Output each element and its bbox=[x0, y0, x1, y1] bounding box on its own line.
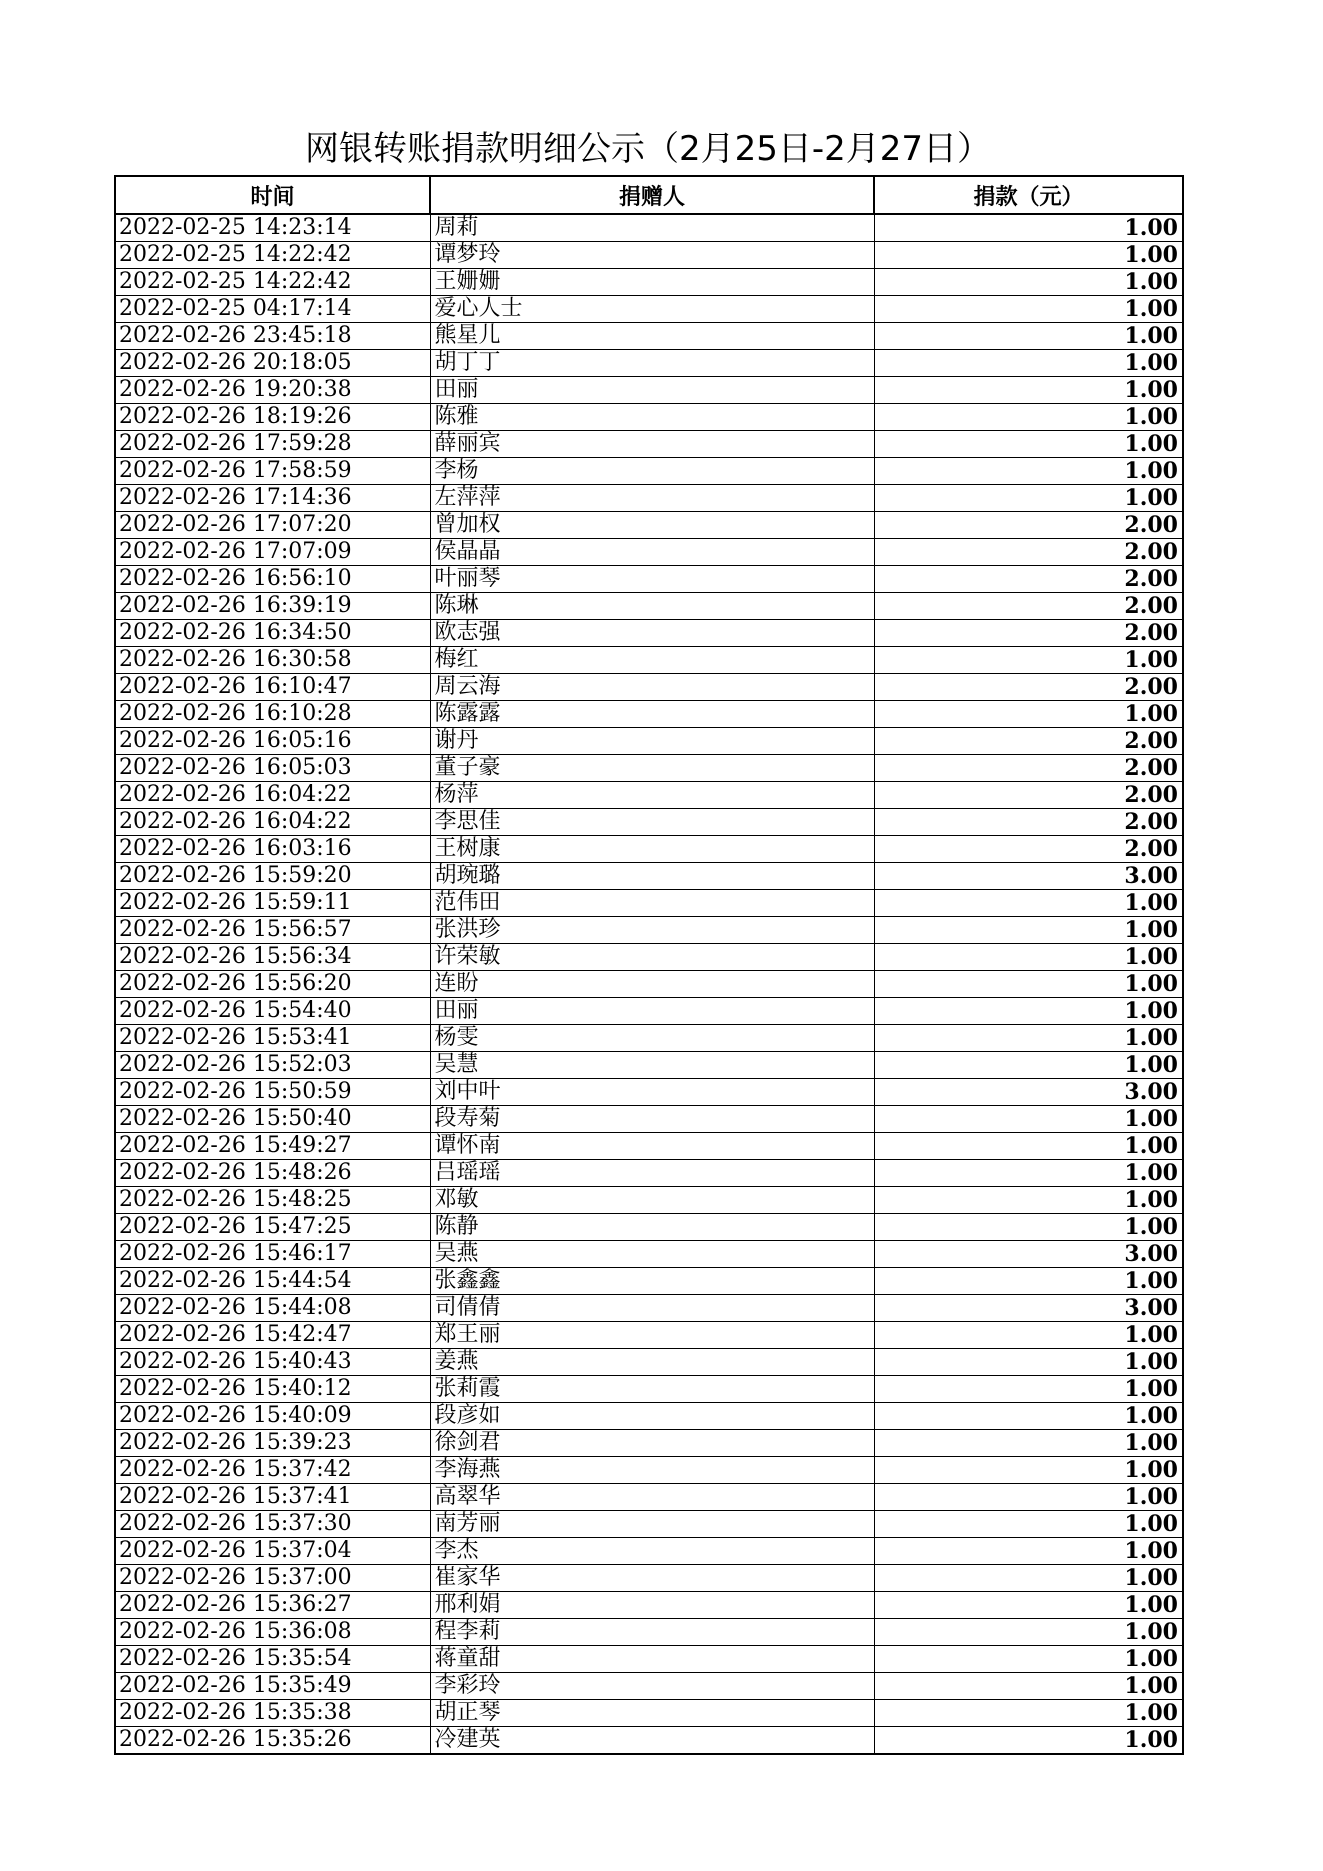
cell-time: 2022-02-26 15:35:38 bbox=[115, 1700, 430, 1727]
table-row bbox=[115, 512, 1183, 539]
cell-time: 2022-02-26 17:14:36 bbox=[115, 485, 430, 512]
table-row bbox=[115, 350, 1183, 377]
cell-donor: 崔家华 bbox=[430, 1565, 874, 1592]
cell-time: 2022-02-26 15:40:12 bbox=[115, 1376, 430, 1403]
cell-amount: 2.00 bbox=[874, 674, 1183, 701]
table-row bbox=[115, 1403, 1183, 1430]
cell-donor: 刘中叶 bbox=[430, 1079, 874, 1106]
cell-donor: 张洪珍 bbox=[430, 917, 874, 944]
cell-donor: 谢丹 bbox=[430, 728, 874, 755]
cell-amount: 1.00 bbox=[874, 1322, 1183, 1349]
cell-amount: 2.00 bbox=[874, 836, 1183, 863]
cell-time: 2022-02-26 15:44:54 bbox=[115, 1268, 430, 1295]
cell-amount: 1.00 bbox=[874, 944, 1183, 971]
cell-time: 2022-02-26 16:05:16 bbox=[115, 728, 430, 755]
table-row bbox=[115, 782, 1183, 809]
cell-time: 2022-02-26 15:54:40 bbox=[115, 998, 430, 1025]
table-row bbox=[115, 404, 1183, 431]
cell-amount: 1.00 bbox=[874, 1484, 1183, 1511]
table-row bbox=[115, 620, 1183, 647]
cell-time: 2022-02-26 15:47:25 bbox=[115, 1214, 430, 1241]
table-row bbox=[115, 836, 1183, 863]
table-row bbox=[115, 1268, 1183, 1295]
cell-amount: 1.00 bbox=[874, 1619, 1183, 1646]
table-row bbox=[115, 269, 1183, 296]
table-row bbox=[115, 296, 1183, 323]
cell-amount: 1.00 bbox=[874, 242, 1183, 269]
cell-amount: 1.00 bbox=[874, 323, 1183, 350]
cell-amount: 3.00 bbox=[874, 863, 1183, 890]
table-row bbox=[115, 1538, 1183, 1565]
cell-donor: 郑王丽 bbox=[430, 1322, 874, 1349]
cell-amount: 1.00 bbox=[874, 1376, 1183, 1403]
cell-amount: 1.00 bbox=[874, 1457, 1183, 1484]
donation-table-wrapper bbox=[114, 175, 1184, 1755]
page-title: 网银转账捐款明细公示（2月25日-2月27日） bbox=[304, 129, 992, 169]
table-row bbox=[115, 1241, 1183, 1268]
cell-time: 2022-02-26 15:35:49 bbox=[115, 1673, 430, 1700]
cell-time: 2022-02-26 15:52:03 bbox=[115, 1052, 430, 1079]
cell-time: 2022-02-26 18:19:26 bbox=[115, 404, 430, 431]
table-row bbox=[115, 1052, 1183, 1079]
cell-amount: 1.00 bbox=[874, 647, 1183, 674]
cell-donor: 李海燕 bbox=[430, 1457, 874, 1484]
table-row bbox=[115, 890, 1183, 917]
cell-time: 2022-02-25 14:22:42 bbox=[115, 269, 430, 296]
cell-time: 2022-02-26 15:37:04 bbox=[115, 1538, 430, 1565]
cell-time: 2022-02-26 15:36:08 bbox=[115, 1619, 430, 1646]
cell-time: 2022-02-26 15:37:42 bbox=[115, 1457, 430, 1484]
cell-time: 2022-02-26 16:03:16 bbox=[115, 836, 430, 863]
cell-donor: 冷建英 bbox=[430, 1727, 874, 1755]
cell-amount: 2.00 bbox=[874, 593, 1183, 620]
cell-donor: 南芳丽 bbox=[430, 1511, 874, 1538]
cell-donor: 杨萍 bbox=[430, 782, 874, 809]
cell-donor: 张莉霞 bbox=[430, 1376, 874, 1403]
table-row bbox=[115, 701, 1183, 728]
cell-donor: 董子豪 bbox=[430, 755, 874, 782]
cell-time: 2022-02-26 20:18:05 bbox=[115, 350, 430, 377]
cell-amount: 3.00 bbox=[874, 1241, 1183, 1268]
cell-time: 2022-02-26 16:39:19 bbox=[115, 593, 430, 620]
table-row bbox=[115, 1187, 1183, 1214]
cell-time: 2022-02-26 15:40:09 bbox=[115, 1403, 430, 1430]
table-row bbox=[115, 1079, 1183, 1106]
table-row bbox=[115, 1349, 1183, 1376]
cell-time: 2022-02-26 15:46:17 bbox=[115, 1241, 430, 1268]
cell-donor: 周云海 bbox=[430, 674, 874, 701]
cell-donor: 陈琳 bbox=[430, 593, 874, 620]
table-row bbox=[115, 1430, 1183, 1457]
table-row bbox=[115, 242, 1183, 269]
table-header bbox=[115, 176, 1183, 214]
cell-amount: 1.00 bbox=[874, 1673, 1183, 1700]
cell-time: 2022-02-26 15:48:25 bbox=[115, 1187, 430, 1214]
cell-donor: 李思佳 bbox=[430, 809, 874, 836]
cell-amount: 1.00 bbox=[874, 1133, 1183, 1160]
table-row bbox=[115, 485, 1183, 512]
cell-time: 2022-02-26 17:59:28 bbox=[115, 431, 430, 458]
table-row bbox=[115, 1727, 1183, 1755]
cell-donor: 许荣敏 bbox=[430, 944, 874, 971]
header-time: 时间 bbox=[115, 176, 430, 214]
cell-amount: 1.00 bbox=[874, 1430, 1183, 1457]
table-row bbox=[115, 917, 1183, 944]
cell-amount: 1.00 bbox=[874, 1646, 1183, 1673]
cell-donor: 蒋童甜 bbox=[430, 1646, 874, 1673]
table-row bbox=[115, 566, 1183, 593]
cell-amount: 1.00 bbox=[874, 971, 1183, 998]
cell-time: 2022-02-26 15:39:23 bbox=[115, 1430, 430, 1457]
cell-amount: 1.00 bbox=[874, 1511, 1183, 1538]
table-row bbox=[115, 647, 1183, 674]
cell-amount: 1.00 bbox=[874, 1592, 1183, 1619]
cell-donor: 胡丁丁 bbox=[430, 350, 874, 377]
table-row bbox=[115, 539, 1183, 566]
cell-time: 2022-02-26 15:59:11 bbox=[115, 890, 430, 917]
cell-donor: 姜燕 bbox=[430, 1349, 874, 1376]
table-row bbox=[115, 1511, 1183, 1538]
cell-donor: 曾加权 bbox=[430, 512, 874, 539]
cell-amount: 1.00 bbox=[874, 998, 1183, 1025]
cell-amount: 1.00 bbox=[874, 1106, 1183, 1133]
cell-amount: 1.00 bbox=[874, 1403, 1183, 1430]
cell-time: 2022-02-26 16:04:22 bbox=[115, 782, 430, 809]
cell-time: 2022-02-25 14:23:14 bbox=[115, 214, 430, 242]
cell-time: 2022-02-26 15:36:27 bbox=[115, 1592, 430, 1619]
cell-donor: 连盼 bbox=[430, 971, 874, 998]
cell-amount: 1.00 bbox=[874, 1538, 1183, 1565]
cell-donor: 段彦如 bbox=[430, 1403, 874, 1430]
cell-time: 2022-02-26 16:10:28 bbox=[115, 701, 430, 728]
cell-donor: 胡琬璐 bbox=[430, 863, 874, 890]
cell-time: 2022-02-25 04:17:14 bbox=[115, 296, 430, 323]
cell-amount: 1.00 bbox=[874, 404, 1183, 431]
cell-time: 2022-02-26 15:50:59 bbox=[115, 1079, 430, 1106]
cell-time: 2022-02-26 15:50:40 bbox=[115, 1106, 430, 1133]
cell-time: 2022-02-26 15:56:57 bbox=[115, 917, 430, 944]
cell-donor: 谭梦玲 bbox=[430, 242, 874, 269]
cell-amount: 1.00 bbox=[874, 269, 1183, 296]
table-row bbox=[115, 944, 1183, 971]
cell-time: 2022-02-26 15:48:26 bbox=[115, 1160, 430, 1187]
cell-amount: 1.00 bbox=[874, 377, 1183, 404]
cell-donor: 张鑫鑫 bbox=[430, 1268, 874, 1295]
cell-donor: 段寿菊 bbox=[430, 1106, 874, 1133]
cell-amount: 1.00 bbox=[874, 890, 1183, 917]
cell-time: 2022-02-26 15:40:43 bbox=[115, 1349, 430, 1376]
table-row bbox=[115, 458, 1183, 485]
cell-time: 2022-02-26 15:56:34 bbox=[115, 944, 430, 971]
cell-time: 2022-02-26 15:35:26 bbox=[115, 1727, 430, 1755]
table-row bbox=[115, 998, 1183, 1025]
table-row bbox=[115, 1025, 1183, 1052]
cell-donor: 吴慧 bbox=[430, 1052, 874, 1079]
cell-amount: 1.00 bbox=[874, 1187, 1183, 1214]
cell-donor: 薛丽宾 bbox=[430, 431, 874, 458]
cell-donor: 程李莉 bbox=[430, 1619, 874, 1646]
table-row bbox=[115, 1484, 1183, 1511]
cell-time: 2022-02-26 16:56:10 bbox=[115, 566, 430, 593]
table-row bbox=[115, 863, 1183, 890]
cell-amount: 1.00 bbox=[874, 296, 1183, 323]
cell-donor: 邢利娟 bbox=[430, 1592, 874, 1619]
table-row bbox=[115, 1295, 1183, 1322]
cell-time: 2022-02-25 14:22:42 bbox=[115, 242, 430, 269]
cell-donor: 吕瑶瑶 bbox=[430, 1160, 874, 1187]
table-row bbox=[115, 1160, 1183, 1187]
table-row bbox=[115, 674, 1183, 701]
cell-amount: 2.00 bbox=[874, 809, 1183, 836]
cell-amount: 2.00 bbox=[874, 728, 1183, 755]
table-row bbox=[115, 323, 1183, 350]
cell-time: 2022-02-26 17:58:59 bbox=[115, 458, 430, 485]
cell-amount: 1.00 bbox=[874, 1160, 1183, 1187]
cell-time: 2022-02-26 15:56:20 bbox=[115, 971, 430, 998]
cell-donor: 熊星儿 bbox=[430, 323, 874, 350]
table-row bbox=[115, 971, 1183, 998]
cell-time: 2022-02-26 15:37:41 bbox=[115, 1484, 430, 1511]
cell-donor: 高翠华 bbox=[430, 1484, 874, 1511]
table-row bbox=[115, 1457, 1183, 1484]
table-row bbox=[115, 1133, 1183, 1160]
cell-donor: 吴燕 bbox=[430, 1241, 874, 1268]
cell-amount: 1.00 bbox=[874, 1268, 1183, 1295]
cell-time: 2022-02-26 15:49:27 bbox=[115, 1133, 430, 1160]
cell-amount: 1.00 bbox=[874, 214, 1183, 242]
cell-time: 2022-02-26 15:42:47 bbox=[115, 1322, 430, 1349]
cell-donor: 梅红 bbox=[430, 647, 874, 674]
cell-donor: 叶丽琴 bbox=[430, 566, 874, 593]
cell-amount: 2.00 bbox=[874, 620, 1183, 647]
cell-amount: 2.00 bbox=[874, 539, 1183, 566]
header-amount: 捐款（元） bbox=[874, 176, 1183, 214]
cell-time: 2022-02-26 16:34:50 bbox=[115, 620, 430, 647]
cell-donor: 陈雅 bbox=[430, 404, 874, 431]
cell-donor: 左萍萍 bbox=[430, 485, 874, 512]
donation-table bbox=[114, 175, 1184, 1755]
cell-donor: 李杨 bbox=[430, 458, 874, 485]
table-row bbox=[115, 214, 1183, 242]
cell-donor: 王树康 bbox=[430, 836, 874, 863]
table-body bbox=[115, 214, 1183, 1754]
cell-amount: 1.00 bbox=[874, 1349, 1183, 1376]
cell-donor: 邓敏 bbox=[430, 1187, 874, 1214]
cell-donor: 李杰 bbox=[430, 1538, 874, 1565]
cell-donor: 司倩倩 bbox=[430, 1295, 874, 1322]
cell-donor: 田丽 bbox=[430, 377, 874, 404]
cell-time: 2022-02-26 15:37:00 bbox=[115, 1565, 430, 1592]
table-row bbox=[115, 1646, 1183, 1673]
cell-time: 2022-02-26 15:59:20 bbox=[115, 863, 430, 890]
cell-donor: 范伟田 bbox=[430, 890, 874, 917]
table-row bbox=[115, 1565, 1183, 1592]
cell-time: 2022-02-26 16:05:03 bbox=[115, 755, 430, 782]
cell-time: 2022-02-26 15:35:54 bbox=[115, 1646, 430, 1673]
cell-amount: 1.00 bbox=[874, 1727, 1183, 1755]
cell-time: 2022-02-26 15:37:30 bbox=[115, 1511, 430, 1538]
cell-donor: 王姗姗 bbox=[430, 269, 874, 296]
cell-time: 2022-02-26 15:53:41 bbox=[115, 1025, 430, 1052]
cell-donor: 杨雯 bbox=[430, 1025, 874, 1052]
header-row bbox=[115, 176, 1183, 214]
cell-donor: 徐剑君 bbox=[430, 1430, 874, 1457]
cell-amount: 3.00 bbox=[874, 1079, 1183, 1106]
table-row bbox=[115, 1376, 1183, 1403]
table-row bbox=[115, 431, 1183, 458]
cell-donor: 李彩玲 bbox=[430, 1673, 874, 1700]
cell-amount: 1.00 bbox=[874, 1565, 1183, 1592]
cell-donor: 胡正琴 bbox=[430, 1700, 874, 1727]
cell-donor: 陈静 bbox=[430, 1214, 874, 1241]
cell-amount: 3.00 bbox=[874, 1295, 1183, 1322]
cell-amount: 1.00 bbox=[874, 458, 1183, 485]
cell-amount: 1.00 bbox=[874, 1052, 1183, 1079]
cell-amount: 1.00 bbox=[874, 1025, 1183, 1052]
table-row bbox=[115, 1106, 1183, 1133]
table-row bbox=[115, 1700, 1183, 1727]
cell-time: 2022-02-26 23:45:18 bbox=[115, 323, 430, 350]
table-row bbox=[115, 1592, 1183, 1619]
cell-donor: 周莉 bbox=[430, 214, 874, 242]
cell-amount: 1.00 bbox=[874, 431, 1183, 458]
cell-amount: 1.00 bbox=[874, 917, 1183, 944]
table-row bbox=[115, 1619, 1183, 1646]
cell-donor: 爱心人士 bbox=[430, 296, 874, 323]
cell-donor: 谭怀南 bbox=[430, 1133, 874, 1160]
cell-time: 2022-02-26 15:44:08 bbox=[115, 1295, 430, 1322]
cell-amount: 2.00 bbox=[874, 512, 1183, 539]
table-row bbox=[115, 809, 1183, 836]
cell-amount: 1.00 bbox=[874, 485, 1183, 512]
cell-amount: 1.00 bbox=[874, 1214, 1183, 1241]
header-donor: 捐赠人 bbox=[430, 176, 874, 214]
cell-donor: 欧志强 bbox=[430, 620, 874, 647]
cell-amount: 1.00 bbox=[874, 350, 1183, 377]
table-row bbox=[115, 1673, 1183, 1700]
cell-amount: 1.00 bbox=[874, 701, 1183, 728]
cell-time: 2022-02-26 17:07:20 bbox=[115, 512, 430, 539]
cell-amount: 2.00 bbox=[874, 566, 1183, 593]
cell-time: 2022-02-26 16:10:47 bbox=[115, 674, 430, 701]
cell-time: 2022-02-26 17:07:09 bbox=[115, 539, 430, 566]
cell-donor: 陈露露 bbox=[430, 701, 874, 728]
table-row bbox=[115, 377, 1183, 404]
cell-amount: 2.00 bbox=[874, 782, 1183, 809]
table-row bbox=[115, 755, 1183, 782]
cell-time: 2022-02-26 16:30:58 bbox=[115, 647, 430, 674]
cell-amount: 1.00 bbox=[874, 1700, 1183, 1727]
cell-time: 2022-02-26 19:20:38 bbox=[115, 377, 430, 404]
table-row bbox=[115, 728, 1183, 755]
cell-time: 2022-02-26 16:04:22 bbox=[115, 809, 430, 836]
table-row bbox=[115, 593, 1183, 620]
cell-donor: 田丽 bbox=[430, 998, 874, 1025]
table-row bbox=[115, 1322, 1183, 1349]
cell-donor: 侯晶晶 bbox=[430, 539, 874, 566]
table-row bbox=[115, 1214, 1183, 1241]
cell-amount: 2.00 bbox=[874, 755, 1183, 782]
